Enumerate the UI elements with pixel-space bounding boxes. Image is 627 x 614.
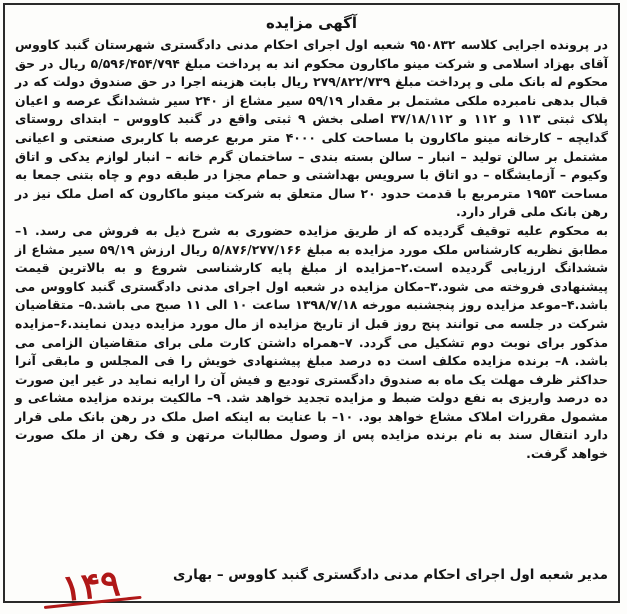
notice-paragraph-2: به محکوم علیه توقیف گردیده که از طریق مزایده حضوری به شرح ذیل به فروش می رسد. ۱–مطابق نظریه کارشناس ملک مورد مزایده به مبلغ ۵/۸۷۶/۲۷۷/۱۶۶ ریال ارزش ۵۹/۱۹ سیر مشاع از ششدانگ ارزیابی گردیده است.۲–مزایده از مبلغ پایه کارشناسی شروع و به بالاترین قیمت پیشنهادی فروخته می شود.۳–مکان مزایده در شعبه اول اجرای مدنی دادگستری گنبد کاووس می باشد.۴–موعد مزایده روز پنجشنبه مورخه ۱۳۹۸/۷/۱۸ ساعت ۱۰ الی ۱۱ صبح می باشد.۵– متقاضیان شرکت در جلسه می توانند پنج روز قبل از تاریخ مزایده از مال مورد مزایده دیدن نمایند.۶–مزایده مذکور برای نوبت دوم تشکیل می گردد. ۷–همراه داشتن کارت ملی برای متقاضیان الزامی می باشد. ۸– برنده مزایده مکلف است ده درصد مبلغ پیشنهادی خویش را فی المجلس و مابقی آنرا حداکثر ظرف مهلت یک ماه به صندوق دادگستری تودیع و فیش آن را ارایه نماید در غیر این صورت ده درصد واریزی به نفع دولت ضبط و مزایده تجدید خواهد شد. ۹– مالکیت برنده مزایده مشاعی و مشمول مقررات املاک مشاع خواهد بود. ۱۰– با عنایت به اینکه اصل ملک در رهن بانک ملی قرار دارد انتقال سند به نام برنده مزایده پس از وصول مطالبات مرتهن و فک رهن از ملک صورت خواهد گرفت.: [15, 222, 608, 464]
notice-frame: [3, 3, 620, 603]
signature-line: مدیر شعبه اول اجرای احکام مدنی دادگستری گنبد کاووس – بهاری: [15, 565, 608, 585]
notice-title: آگهی مزایده: [15, 13, 608, 33]
notice-paragraph-1: در پرونده اجرایی کلاسه ۹۵۰۸۳۲ شعبه اول اجرای احکام مدنی دادگستری شهرستان گنبد کاووس آقای بهزاد اسلامی و شرکت مینو ماکارون محکوم اند به پرداخت مبلغ ۵/۵۹۶/۴۵۴/۷۹۴ ریال در حق محکوم له بانک ملی و پرداخت مبلغ ۲۷۹/۸۲۲/۷۳۹ ریال بابت هزینه اجرا در حق صندوق دولت که در قبال بدهی نامبرده ملکی مشتمل بر مقدار ۵۹/۱۹ سیر مشاع از ۲۴۰ سیر ششدانگ عرصه و اعیان پلاک ثبتی ۱۱۳ و ۱۱۲ و ۳۷/۱۸/۱۱۲ اصلی بخش ۹ ثبتی واقع در گنبد کاووس – ابتدای روستای گدایچه – کارخانه مینو ماکارون با مساحت کلی ۴۰۰۰ متر مربع عرصه با کاربری صنعتی و اعیانی مشتمل بر سالن تولید – انبار – سالن بسته بندی – ساختمان گرم خانه – انبار لوازم یدکی و اتاق وکیوم – آزمایشگاه – دو اتاق با سرویس بهداشتی و حمام مجزا در طبقه دوم و چاه بتنی جمعا به مساحت ۱۹۵۳ مترمربع با قدمت حدود ۲۰ سال متعلق به شرکت مینو ماکارون که اصل ملک نیز در رهن بانک ملی قرار دارد.: [15, 36, 608, 222]
stamp-number: ۱۴۹: [60, 562, 122, 610]
